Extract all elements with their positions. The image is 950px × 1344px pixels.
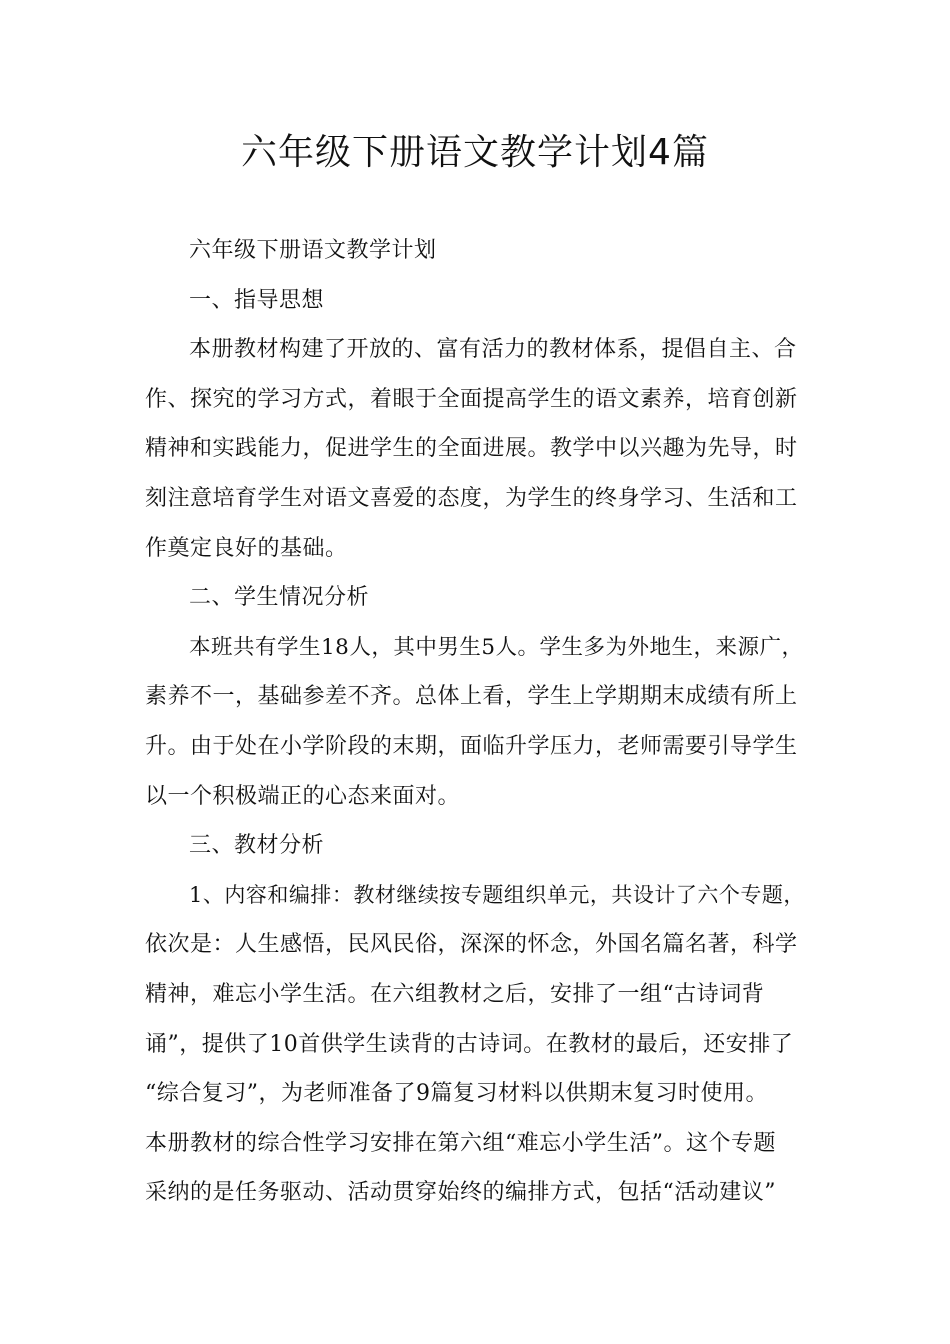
section-heading: 六年级下册语文教学计划 [189, 238, 437, 263]
section-heading: 一、指导思想 [189, 287, 325, 313]
section-heading: 三、教材分析 [189, 833, 325, 859]
paragraph-line: 作、探究的学习方式，着眼于全面提高学生的语文素养，培育创新 [145, 386, 798, 412]
paragraph-line: 1、内容和编排：教材继续按专题组织单元，共设计了六个专题， [189, 882, 805, 907]
section-heading: 二、学生情况分析 [189, 585, 370, 611]
paragraph-line: “综合复习”，为老师准备了9篇复习材料以供期末复习时使用。 [145, 1081, 768, 1107]
paragraph-line: 刻注意培育学生对语文喜爱的态度，为学生的终身学习、生活和工 [145, 485, 798, 511]
paragraph-line: 精神和实践能力，促进学生的全面进展。教学中以兴趣为先导，时 [145, 436, 798, 462]
paragraph-line: 素养不一，基础参差不齐。总体上看，学生上学期期末成绩有所上 [145, 684, 798, 710]
paragraph-line: 精神，难忘小学生活。在六组教材之后，安排了一组“古诗词背 [145, 981, 765, 1007]
paragraph-line: 作奠定良好的基础。 [145, 535, 348, 561]
paragraph-line: 诵”，提供了10首供学生读背的古诗词。在教材的最后，还安排了 [145, 1031, 794, 1057]
paragraph-line: 本班共有学生18人，其中男生5人。学生多为外地生，来源广， [189, 634, 804, 660]
paragraph-line: 本册教材的综合性学习安排在第六组“难忘小学生活”。这个专题 [145, 1130, 776, 1156]
paragraph-line: 依次是：人生感悟，民风民俗，深深的怀念，外国名篇名著，科学 [145, 932, 798, 958]
paragraph-line: 升。由于处在小学阶段的末期，面临升学压力，老师需要引导学生 [145, 733, 798, 759]
paragraph-line: 采纳的是任务驱动、活动贯穿始终的编排方式，包括“活动建议” [145, 1180, 776, 1206]
document-body [145, 226, 817, 1218]
paragraph-line: 以一个积极端正的心态来面对。 [145, 783, 461, 809]
paragraph-line: 本册教材构建了开放的、富有活力的教材体系，提倡自主、合 [189, 337, 797, 363]
document-title: 六年级下册语文教学计划4篇 [241, 132, 709, 173]
